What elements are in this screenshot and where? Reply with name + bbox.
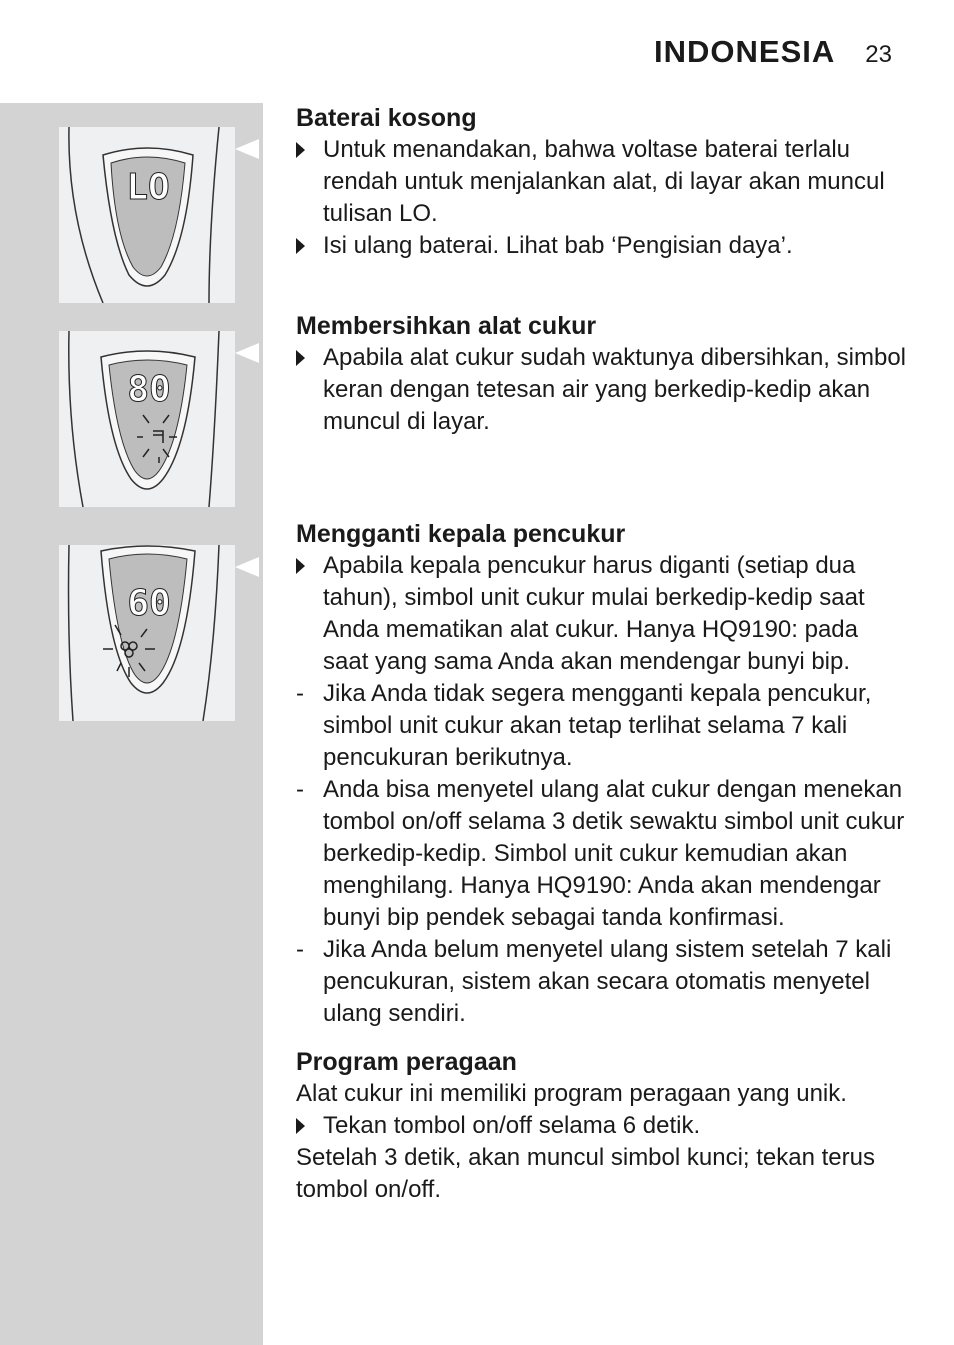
paragraph: Alat cukur ini memiliki program peragaan yang unik. (296, 1080, 847, 1107)
section-demo (296, 1046, 906, 1206)
section-heading: Mengganti kepala pencukur (296, 520, 626, 548)
dash-item: - Jika Anda belum menyetel ulang sistem setelah 7 kali pencukuran, sistem akan secara otomatis menyetel ulang sendiri. (296, 936, 892, 1027)
bullet-arrow-icon (296, 142, 305, 158)
bullet-item: Untuk menandakan, bahwa voltase baterai terlalu rendah untuk menjalankan alat, di layar akan muncul tulisan LO. (296, 134, 906, 230)
bullet-item: Tekan tombol on/off selama 6 detik. (296, 1110, 906, 1142)
section-heading: Program peragaan (296, 1048, 517, 1076)
bullet-item: Apabila kepala pencukur harus diganti (setiap dua tahun), simbol unit cukur mulai berkedip-kedip saat Anda mematikan alat cukur. Hanya HQ9190: pada saat yang sama Anda akan mendengar bunyi bip. (296, 550, 906, 678)
main-content (296, 102, 906, 1206)
figure-cleaning-reminder (59, 331, 235, 507)
page-header (654, 34, 892, 70)
figure-replace-heads (59, 545, 235, 721)
dash-item: - Jika Anda tidak segera mengganti kepala pencukur, simbol unit cukur akan tetap terlihat selama 7 kali pencukuran berikutnya. (296, 680, 872, 771)
paragraph: Setelah 3 detik, akan muncul simbol kunci; tekan terus tombol on/off. (296, 1144, 875, 1203)
lcd-display-text: 80 (127, 369, 171, 410)
figure-battery-low (59, 127, 235, 303)
section-replacing (296, 518, 906, 1030)
figure-pointer (235, 343, 259, 363)
figure-pointer (235, 557, 259, 577)
section-heading: Membersihkan alat cukur (296, 312, 597, 340)
dash-item: - Anda bisa menyetel ulang alat cukur dengan menekan tombol on/off selama 3 detik sewaktu simbol unit cukur berkedip-kedip. Simbol unit cukur kemudian akan menghilang. Hanya HQ9190: Anda akan mendengar bunyi bip pendek sebagai tanda konfirmasi. (296, 776, 905, 931)
section-cleaning (296, 310, 906, 438)
lcd-display-text: LO (126, 167, 170, 208)
bullet-arrow-icon (296, 238, 305, 254)
section-heading: Baterai kosong (296, 104, 477, 132)
page-number: 23 (865, 41, 892, 68)
bullet-arrow-icon (296, 1118, 305, 1134)
figure-pointer (235, 139, 259, 159)
bullet-arrow-icon (296, 558, 305, 574)
bullet-arrow-icon (296, 350, 305, 366)
section-battery (296, 102, 906, 262)
language-heading: INDONESIA (654, 34, 836, 69)
bullet-item: Apabila alat cukur sudah waktunya dibersihkan, simbol keran dengan tetesan air yang berkedip-kedip akan muncul di layar. (296, 342, 906, 438)
bullet-item: Isi ulang baterai. Lihat bab ‘Pengisian daya’. (296, 230, 906, 262)
lcd-display-text: 60 (127, 583, 171, 624)
